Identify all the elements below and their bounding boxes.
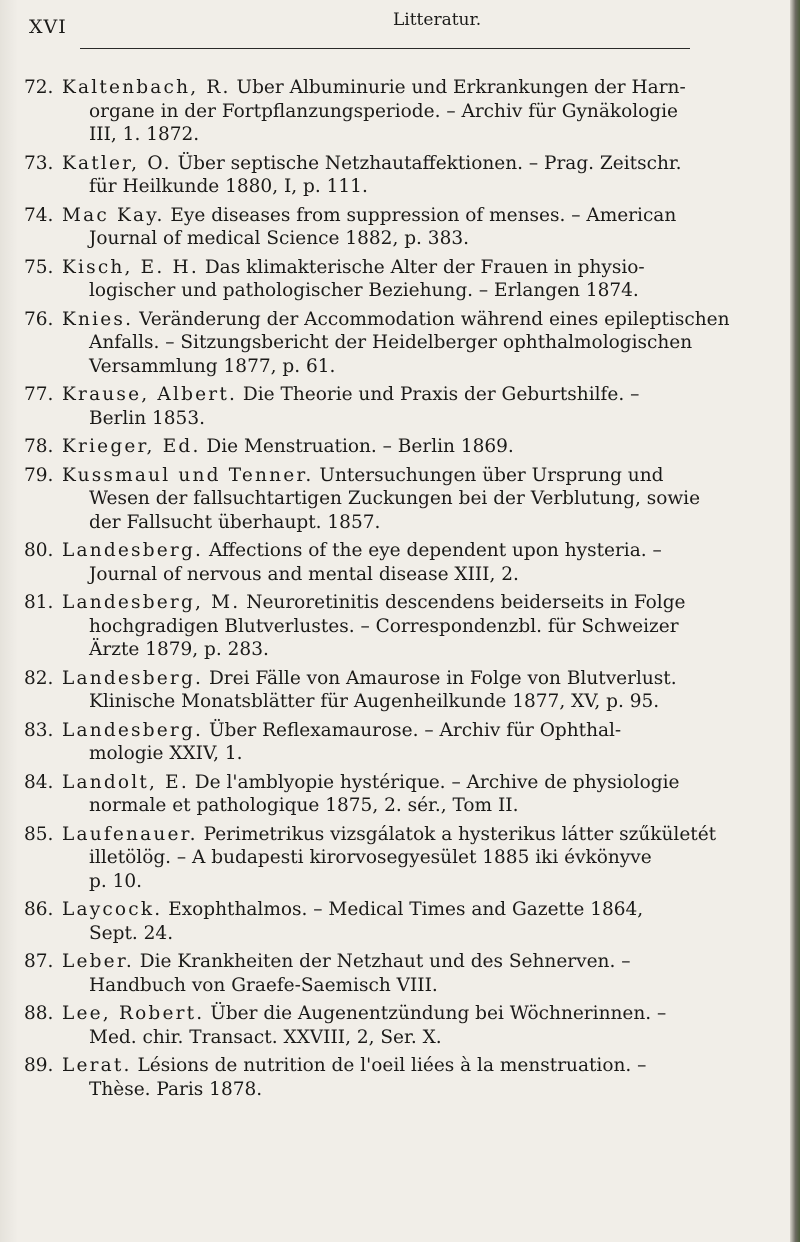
- reference-title: Untersuchungen über Ursprung und: [313, 464, 664, 486]
- page-edge: [790, 0, 800, 1242]
- reference-entry: [24, 464, 764, 535]
- reference-line: [24, 539, 764, 563]
- reference-title: Über Reflexamaurose. – Archiv für Ophthal-: [203, 719, 622, 741]
- reference-author: Leber.: [62, 951, 134, 972]
- reference-entry: [24, 383, 764, 430]
- reference-list: [24, 76, 764, 1106]
- reference-line: [24, 898, 764, 922]
- reference-line: illetölög. – A budapesti kirorvosegyesület 1885 iki évkönyve: [89, 847, 652, 868]
- reference-author: Landesberg.: [62, 667, 204, 689]
- reference-number: 88.: [24, 1003, 54, 1024]
- reference-entry: [24, 308, 764, 379]
- reference-line: [24, 256, 764, 280]
- reference-number: 82.: [24, 667, 54, 689]
- reference-entry: [24, 950, 764, 997]
- reference-entry: [24, 256, 764, 303]
- reference-line: [24, 383, 764, 407]
- reference-author: Kaltenbach, R.: [62, 77, 231, 98]
- reference-line: hochgradigen Blutverlustes. – Correspondenzbl. für Schweizer: [89, 615, 679, 637]
- reference-title: Die Theorie und Praxis der Geburtshilfe. –: [237, 384, 640, 405]
- reference-title: De l'amblyopie hystérique. – Archive de physiologie: [188, 771, 680, 793]
- reference-entry: [24, 719, 764, 766]
- reference-title: Eye diseases from suppression of menses. – American: [164, 204, 677, 226]
- reference-line: [24, 591, 764, 615]
- reference-number: 87.: [24, 951, 54, 972]
- reference-line: Sept. 24.: [89, 922, 174, 944]
- reference-line: [24, 204, 764, 228]
- reference-title: Exophthalmos. – Medical Times and Gazette 1864,: [162, 899, 644, 920]
- reference-entry: [24, 76, 764, 147]
- reference-number: 81.: [24, 592, 54, 613]
- reference-line: Wesen der fallsuchtartigen Zuckungen bei der Verblutung, sowie: [89, 488, 701, 509]
- reference-line: Journal of medical Science 1882, p. 383.: [89, 228, 469, 249]
- reference-line: [24, 823, 764, 847]
- reference-number: 76.: [24, 308, 54, 330]
- reference-line: Berlin 1853.: [89, 407, 205, 429]
- reference-line: Klinische Monatsblätter für Augenheilkunde 1877, XV, p. 95.: [89, 691, 660, 712]
- reference-number: 73.: [24, 152, 54, 174]
- reference-number: 75.: [24, 256, 54, 278]
- reference-line: logischer und pathologischer Beziehung. – Erlangen 1874.: [89, 280, 639, 301]
- reference-line: der Fallsucht überhaupt. 1857.: [89, 511, 381, 533]
- reference-line: mologie XXIV, 1.: [89, 743, 243, 764]
- reference-author: Lerat.: [62, 1055, 132, 1076]
- reference-number: 80.: [24, 540, 54, 561]
- reference-number: 77.: [24, 384, 54, 405]
- reference-author: Landesberg.: [62, 540, 204, 561]
- reference-line: Thèse. Paris 1878.: [89, 1078, 263, 1100]
- reference-title: Drei Fälle von Amaurose in Folge von Blutverlust.: [203, 667, 677, 689]
- header-rule: [80, 48, 690, 49]
- reference-entry: [24, 204, 764, 251]
- reference-title: Über die Augenentzündung bei Wöchnerinnen. –: [204, 1003, 667, 1024]
- reference-title: Die Menstruation. – Berlin 1869.: [200, 436, 514, 457]
- reference-author: Katler, O.: [62, 152, 172, 174]
- reference-line: [24, 464, 764, 488]
- reference-line: Journal of nervous and mental disease XIII, 2.: [89, 563, 519, 585]
- reference-entry: [24, 591, 764, 662]
- reference-title: Die Krankheiten der Netzhaut und des Sehnerven. –: [133, 951, 631, 972]
- reference-number: 85.: [24, 823, 54, 845]
- reference-title: Affections of the eye dependent upon hysteria. –: [203, 540, 662, 561]
- reference-entry: [24, 898, 764, 945]
- reference-author: Laufenauer.: [62, 823, 198, 845]
- reference-title: Neuroretinitis descendens beiderseits in Folge: [240, 592, 686, 613]
- reference-author: Krieger, Ed.: [62, 436, 201, 457]
- reference-number: 89.: [24, 1055, 54, 1076]
- reference-line: organe in der Fortpflanzungsperiode. – Archiv für Gynäkologie: [89, 100, 678, 122]
- reference-title: Das klimakterische Alter der Frauen in physio-: [198, 256, 645, 278]
- reference-entry: [24, 1002, 764, 1049]
- page-header: [0, 6, 800, 46]
- reference-author: Laycock.: [62, 899, 163, 920]
- reference-line: Ärzte 1879, p. 283.: [89, 639, 269, 660]
- reference-line: [24, 435, 764, 459]
- reference-line: [24, 719, 764, 743]
- reference-number: 78.: [24, 436, 54, 457]
- reference-entry: [24, 435, 764, 459]
- reference-number: 86.: [24, 899, 54, 920]
- reference-number: 84.: [24, 771, 54, 793]
- reference-title: Perimetrikus vizsgálatok a hysterikus látter szűkületét: [197, 823, 717, 845]
- reference-author: Landesberg.: [62, 719, 204, 741]
- reference-line: [24, 1002, 764, 1026]
- reference-title: Uber Albuminurie und Erkrankungen der Harn-: [230, 77, 686, 98]
- reference-line: [24, 1054, 764, 1078]
- reference-line: Med. chir. Transact. XXVIII, 2, Ser. X.: [89, 1026, 442, 1048]
- binding-shadow: [0, 0, 18, 1242]
- reference-author: Lee, Robert.: [62, 1003, 205, 1024]
- reference-entry: [24, 1054, 764, 1101]
- reference-number: 72.: [24, 77, 54, 98]
- reference-line: normale et pathologique 1875, 2. sér., Tom II.: [89, 795, 519, 816]
- reference-entry: [24, 771, 764, 818]
- reference-title: Über septische Netzhautaffektionen. – Prag. Zeitschr.: [171, 152, 682, 174]
- reference-author: Landesberg, M.: [62, 592, 241, 613]
- reference-line: [24, 771, 764, 795]
- reference-line: Handbuch von Graefe-Saemisch VIII.: [89, 974, 438, 996]
- reference-line: [24, 308, 764, 332]
- reference-line: Anfalls. – Sitzungsbericht der Heidelberger ophthalmologischen: [89, 332, 693, 353]
- reference-number: 83.: [24, 719, 54, 741]
- reference-line: [24, 76, 764, 100]
- reference-author: Mac Kay.: [62, 204, 165, 226]
- reference-line: Versammlung 1877, p. 61.: [89, 355, 336, 377]
- reference-author: Landolt, E.: [62, 771, 189, 793]
- reference-line: [24, 667, 764, 691]
- reference-entry: [24, 823, 764, 894]
- reference-line: [24, 950, 764, 974]
- reference-author: Kussmaul und Tenner.: [62, 464, 314, 486]
- reference-author: Kisch, E. H.: [62, 256, 199, 278]
- reference-entry: [24, 667, 764, 714]
- reference-title: Lésions de nutrition de l'oeil liées à la menstruation. –: [131, 1055, 647, 1076]
- reference-title: Veränderung der Accommodation während eines epileptischen: [133, 308, 730, 330]
- reference-line: III, 1. 1872.: [89, 124, 200, 145]
- reference-line: für Heilkunde 1880, I, p. 111.: [89, 176, 368, 197]
- reference-number: 79.: [24, 464, 54, 486]
- reference-line: [24, 152, 764, 176]
- reference-entry: [24, 152, 764, 199]
- running-head: Litteratur.: [393, 10, 482, 30]
- reference-author: Knies.: [62, 308, 134, 330]
- reference-number: 74.: [24, 204, 54, 226]
- reference-line: p. 10.: [89, 870, 143, 892]
- reference-author: Krause, Albert.: [62, 384, 238, 405]
- reference-entry: [24, 539, 764, 586]
- page-number: XVI: [29, 16, 67, 38]
